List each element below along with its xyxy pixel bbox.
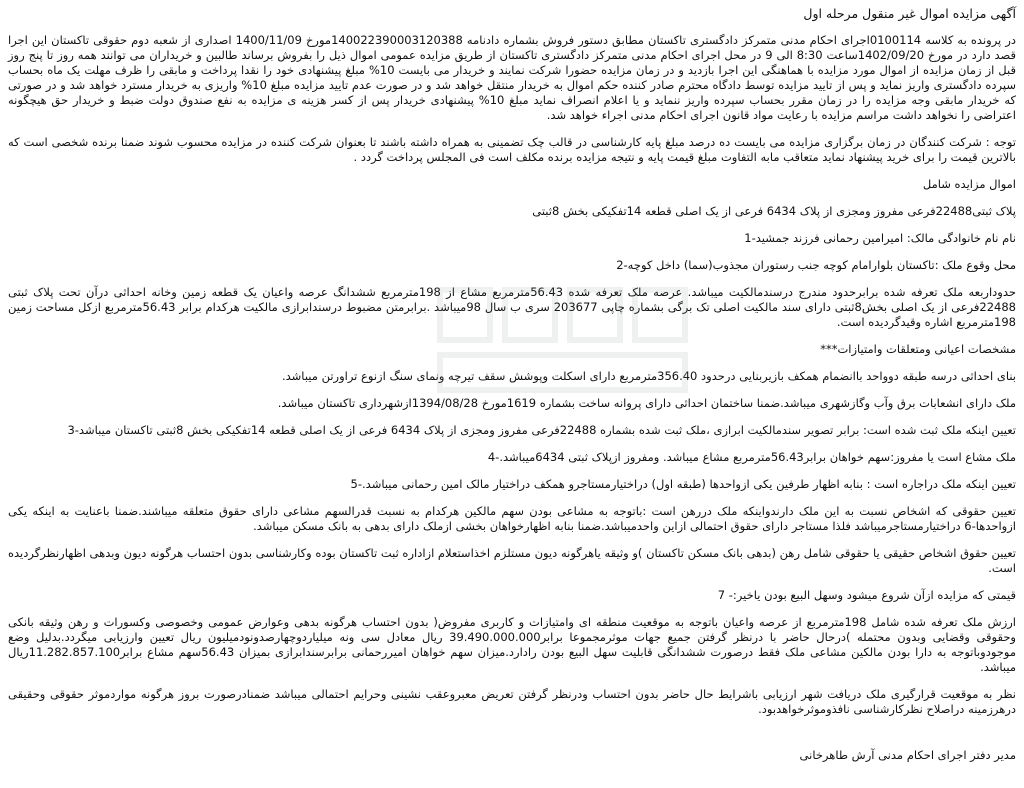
page-title: آگهی مزایده اموال غیر منقول مرحله اول bbox=[803, 6, 1016, 21]
paragraph-13: تعیین اینکه ملک دراجاره است : بنابه اظهار طرفین یکی ازواحدها (طبقه اول) دراختیارمستاجرو همکف دراختیار مالک امین رحمانی میباشد.-5 bbox=[350, 477, 1016, 491]
paragraph-4: پلاک ثبتی22488فرعی مفروز ومجزی از پلاک 6434 فرعی از یک اصلی قطعه 14تفکیکی بخش 8ثبتی bbox=[532, 204, 1016, 218]
paragraph-14: تعیین حقوقی که اشخاص نسبت به این ملک دارندواینکه ملک دررهن است :باتوجه به مشاعی بودن سهم مالکین هرکدام به نسبت قدرالسهم مشاعی دارای حقوق متعلقه میباشند.ضمنا باعنایت به اینکه یکی ازواحدها-6 دراختیارمستاجرمیباشد فلذا مستاجر دارای حقوق احتمالی ازاین واحدمیباشد.ضمنا بنابه اظهارخواهان بخشی ازملک دارای بدهی به بانک مسکن میباشد. bbox=[8, 504, 1016, 533]
paragraph-10: ملک دارای انشعابات برق وآب وگازشهری میباشد.ضمنا ساختمان احداثی دارای پروانه ساخت بشماره 1619مورخ 1394/08/28ازشهرداری تاکستان میباشد. bbox=[277, 396, 1016, 410]
paragraph-12: ملک مشاع است یا مفروز:سهم خواهان برابر56.43مترمربع مشاع میباشد. ومفروز ازپلاک ثبتی 6434میباشد.-4 bbox=[487, 450, 1016, 464]
paragraph-2: توجه : شرکت کنندگان در زمان برگزاری مزایده می بایست ده درصد مبلغ پایه کارشناسی در قالب چک تضمینی به همراه داشته باشند تا بعنوان شرکت کننده در مزایده محسوب شوند ضمنا برنده شخصی است که بالاترین قیمت را برای خرید پیشنهاد نماید متعاقب مابه التفاوت مبلغ قیمت پایه و نتیجه مزایده برنده مکلف است فی المجلس پرداخت گردد . bbox=[8, 135, 1016, 164]
paragraph-7: حدوداربعه ملک تعرفه شده برابرحدود مندرج درسندمالکیت میباشد. عرصه ملک تعرفه شده 56.43مترمربع مشاع از 198مترمربع ششدانگ عرصه واعیان یک قطعه زمین وخانه احداثی درآن تحت پلاک ثبتی 22488فرعی از یک اصلی بخش8ثبتی دارای سند مالکیت اصلی تک برگی بشماره چاپی 203677 سری ب سال 98میباشد .برابرمتن مضبوط درسندابرازی مالکیت هرکدام برابر 56.43مترمربع ازکل مساحت زمین 198مترمربع اشاره وقیدگردیده است. bbox=[8, 285, 1016, 329]
paragraph-18: نظر به موقعیت قرارگیری ملک دریافت شهر ارزیابی باشرایط حال حاضر بدون احتساب ودرنظر گرفتن تعریض معبروعقب نشینی وحرایم احتمالی میباشد ضمنادرصورت بروز هرگونه مواردموثر حقوقی وحقیقی درهرزمینه دراصلاح نظرکارشناسی نافذوموثرخواهدبود. bbox=[8, 687, 1016, 716]
paragraph-1: در پرونده به کلاسه 0100114اجرای احکام مدنی متمرکز دادگستری تاکستان مطابق دستور فروش بشماره دادنامه 140022390003120388مورخ 1400/11/09 اصداری از شعبه دوم حقوقی تاکستان این اجرا قصد دارد در مورخ 1402/09/20ساعت 8:30 الی 9 در محل اجرای احکام مدنی متمرکز دادگستری تاکستان از طریق مزایده عمومی اموال ذیل را بفروش برساند طالبین و خریداران می توانند همه روز تا پنج روز قبل از زمان مزایده از اموال مورد مزایده با هماهنگی این اجرا بازدید و در زمان مزایده حضورا شرکت نمایند و خریدار می بایست 10% مبلغ پیشنهادی خود را نقدا پرداخت و مابقی را ظرف مهلت یک ماه بحساب سپرده دادگستری واریز نماید و پس از تایید مزایده توسط دادگاه محترم صادر کننده حکم اموال به خریدار منتقل خواهد شد و در صورت عدم تایید مزایده مبلغ 10% واریزی به خریدار مسترد خواهد شد و در صورتی که خریدار مابقی وجه مزایده را در زمان مقرر بحساب سپرده واریز ننماید و یا اعلام انصراف نماید مبلغ 10% پیشنهادی خریدار پس از کسر هزینه ی مزایده به نفع صندوق دولت ضبط و خریدار حق هیچگونه اعتراضی را نخواهد داشت مراسم مزایده با رعایت مواد قانون اجرای احکام مدنی اجراء خواهد شد. bbox=[8, 33, 1017, 122]
paragraph-15: تعیین حقوق اشخاص حقیقی یا حقوقی شامل رهن (بدهی بانک مسکن تاکستان )و وثیقه یاهرگونه دیون مستلزم اخذاستعلام ازاداره ثبت تاکستان بوده وکارشناسی بدون احتساب هرگونه دیون وبدهی اظهارنظرگردیده است. bbox=[8, 546, 1016, 575]
paragraph-16: قیمتی که مزایده ازآن شروع میشود وسهل البیع بودن یاخیر:- 7 bbox=[717, 588, 1016, 602]
paragraph-17: ارزش ملک تعرفه شده شامل 198مترمربع از عرصه واعیان باتوجه به موقعیت منطقه ای وامتیازات و کاربری مفروض( بدون احتساب هرگونه بدهی وعوارض عمومی وخصوصی وکسورات و رهن وثیقه بانکی وحقوقی وقضایی وبدون محتمله )درحال حاضر با درنظر گرفتن جمیع جهات موثرمجموعا برابر39.490.000.000 ریال معادل سی ونه میلیاردوچهارصدونودمیلیون ریال تعیین وارزیابی میگردد.بدلیل وضع موجودوباتوجه به دارا بودن مالکین مشاعی ملک فقط درصورت ششدانگی قابلیت سهل البیع بودن رادارد.میزان سهم خواهان امیررحمانی برابرسندابرازی بمیزان 56.43سهم مشاع برابر11.282.857.100ریال میباشد. bbox=[8, 615, 1017, 674]
document-page bbox=[8, 6, 1016, 729]
signature-block bbox=[800, 748, 1016, 763]
paragraph-5: نام نام خانوادگی مالک: امیرامین رحمانی فرزند جمشید-1 bbox=[744, 231, 1016, 245]
paragraph-3: اموال مزایده شامل bbox=[922, 177, 1016, 191]
paragraph-6: محل وقوع ملک :تاکستان بلوارامام کوچه جنب رستوران مجذوب(سما) داخل کوچه-2 bbox=[616, 258, 1016, 272]
paragraph-11: تعیین اینکه ملک ثبت شده است: برابر تصویر سندمالکیت ابرازی ،ملک ثبت شده بشماره 22488فرعی مفروز ومجزی از پلاک 6434 فرعی از یک اصلی قطعه 14تفکیکی بخش 8ثبتی تاکستان میباشد-3 bbox=[67, 423, 1016, 437]
paragraph-9: بنای احداثی درسه طبقه دوواحد باانضمام همکف بازیربنایی درحدود 356.40مترمربع دارای اسکلت وپوشش سقف تیرچه ونمای سنگ ازنوع تراورتن میباشد. bbox=[281, 369, 1016, 383]
signature-line: مدیر دفتر اجرای احکام مدنی آرش طاهرخانی bbox=[799, 748, 1016, 762]
paragraph-8: مشخصات اعیانی ومتعلقات وامتیازات*** bbox=[820, 342, 1016, 356]
